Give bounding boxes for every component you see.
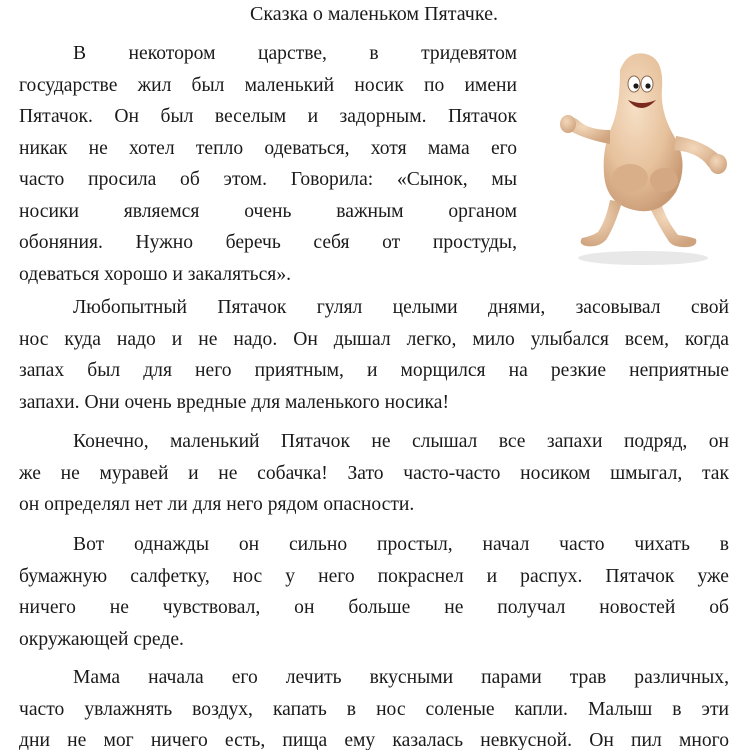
text-line: государстве жил был маленький носик по имени [19,74,517,96]
text-line: ничего не чувствовал, он больше не получал новостей об [19,597,729,618]
text-line: часто просила об этом. Говорила: «Сынок, мы [19,169,517,190]
paragraph-3 [19,426,729,521]
text-line: носики являемся очень важным органом [19,200,517,222]
text-line: Любопытный Пятачок гулял целыми днями, засовывал свой [73,297,729,318]
text-line: Пятачок. Он был веселым и задорным. Пятачок [19,106,517,127]
paragraph-4 [19,529,729,655]
text-line: Мама начала его лечить вкусными парами трав различных, [73,667,729,688]
document-title: Сказка о маленьком Пятачке. [250,3,498,25]
text-line: часто увлажнять воздух, капать в нос соленые капли. Малыш в эти [19,698,729,720]
nose-character-illustration [548,40,738,270]
text-line: дни не мог ничего есть, пища ему казалась невкусной. Он пил много [19,730,729,750]
text-line: бумажную салфетку, нос у него покраснел и распух. Пятачок уже [19,565,729,587]
paragraph-5 [19,662,729,750]
paragraph-2 [19,292,729,418]
text-line: окружающей среде. [19,628,184,650]
text-line: запахи. Они очень вредные для маленького носика! [19,391,449,413]
paragraph-1 [19,38,517,290]
text-line: обоняния. Нужно беречь себя от простуды, [19,232,517,253]
nose-character-drawing [548,40,738,270]
text-line: он определял нет ли для него рядом опасности. [19,494,415,515]
text-line: никак не хотел тепло одеваться, хотя мама его [19,137,517,159]
text-line: Конечно, маленький Пятачок не слышал все запахи подряд, он [73,431,729,452]
text-line: В некотором царстве, в тридевятом [73,43,517,64]
text-line: нос куда надо и не надо. Он дышал легко, мило улыбался всем, когда [19,328,729,350]
text-line: же не муравей и не собачка! Зато часто-часто носиком шмыгал, так [19,462,729,484]
text-line: Вот однажды он сильно простыл, начал часто чихать в [73,534,729,555]
text-line: одеваться хорошо и закаляться». [19,263,292,285]
text-line: запах был для него приятным, и морщился на резкие неприятные [19,360,729,381]
